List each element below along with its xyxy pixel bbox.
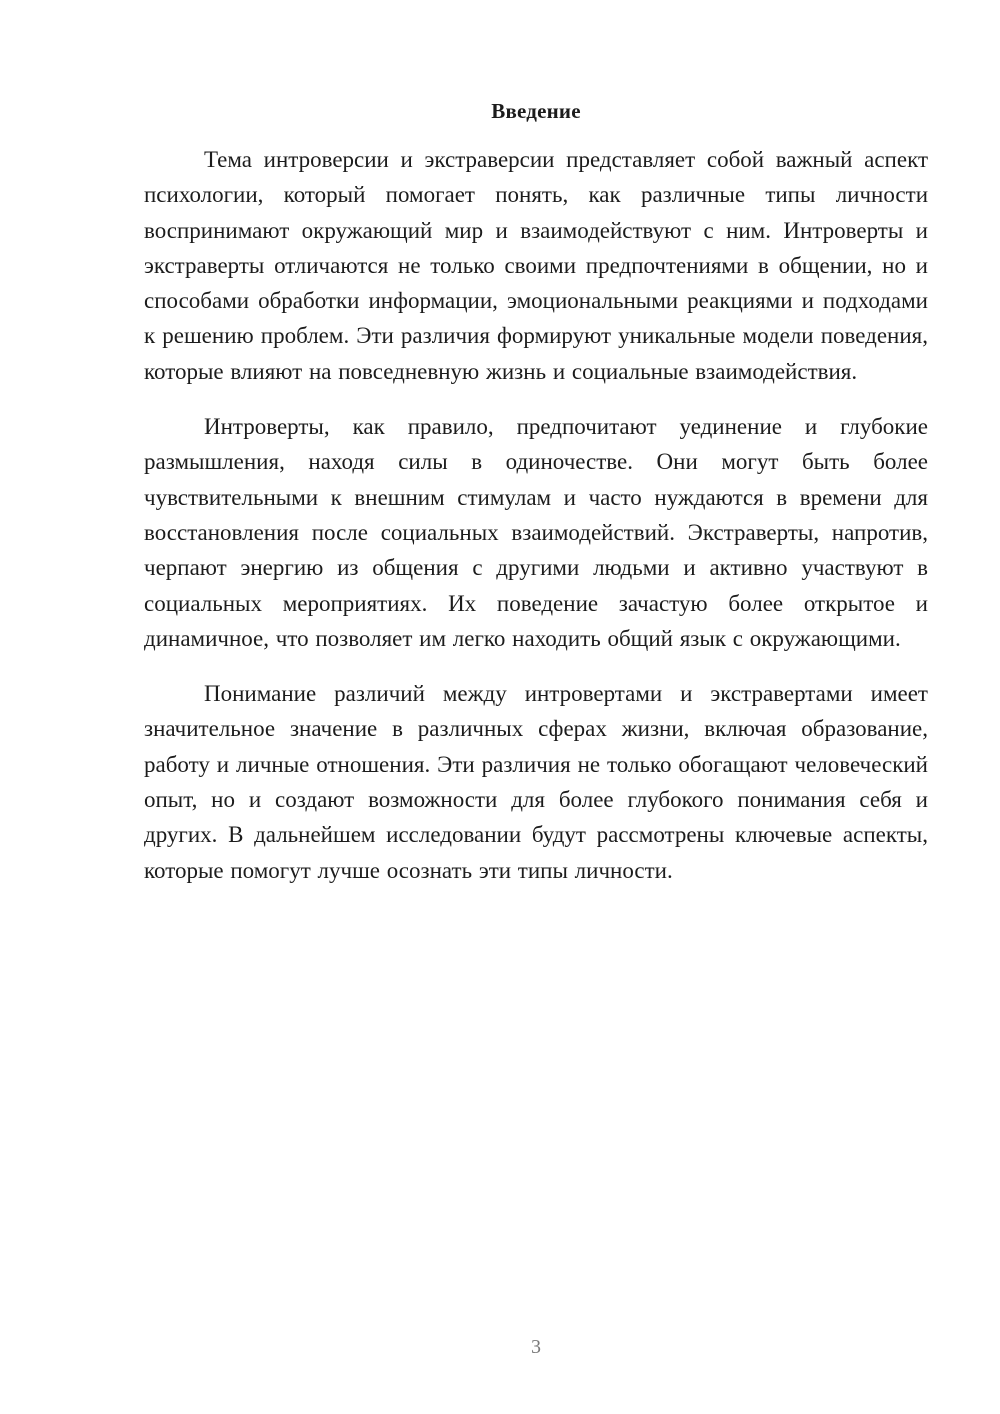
body-text [144, 142, 928, 888]
section-heading: Введение [491, 99, 581, 123]
paragraph-1: Тема интроверсии и экстраверсии представляет собой важный аспект психологии, который помогает понять, как различные типы личности воспринимают окружающий мир и взаимодействуют с ним. Интроверты и экстраверты отличаются не только своими предпочтениями в общении, но и способами обработки информации, эмоциональными реакциями и подходами к решению проблем. Эти различия формируют уникальные модели поведения, которые влияют на повседневную жизнь и социальные взаимодействия. [144, 147, 928, 384]
paragraph-3: Понимание различий между интровертами и экстравертами имеет значительное значение в различных сферах жизни, включая образование, работу и личные отношения. Эти различия не только обогащают человеческий опыт, но и создают возможности для более глубокого понимания себя и других. В дальнейшем исследовании будут рассмотрены ключевые аспекты, которые помогут лучше осознать эти типы личности. [144, 681, 928, 883]
page-number: 3 [531, 1336, 541, 1358]
paragraph-2: Интроверты, как правило, предпочитают уединение и глубокие размышления, находя силы в одиночестве. Они могут быть более чувствительными к внешним стимулам и часто нуждаются в времени для восстановления после социальных взаимодействий. Экстраверты, напротив, черпают энергию из общения с другими людьми и активно участвуют в социальных мероприятиях. Их поведение зачастую более открытое и динамичное, что позволяет им легко находить общий язык с окружающими. [144, 414, 928, 651]
